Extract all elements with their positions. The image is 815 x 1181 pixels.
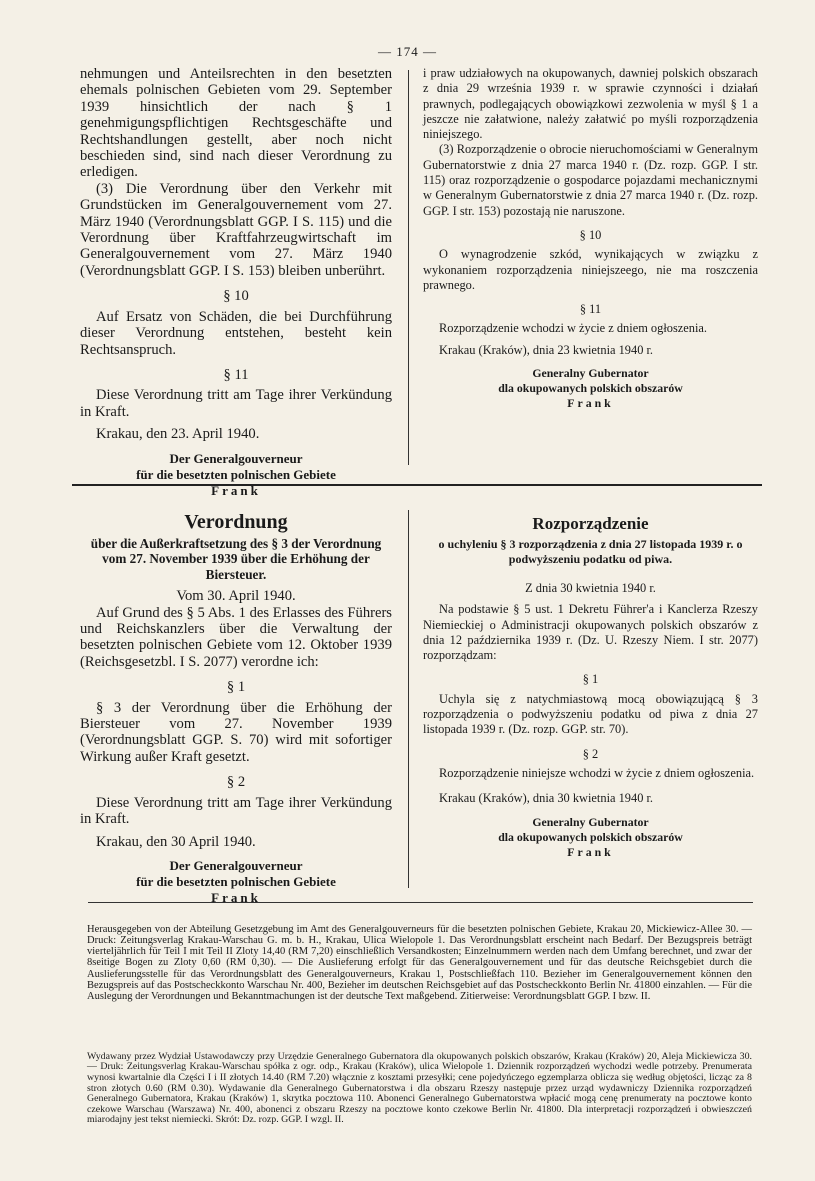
pl-decree-signature-region: dla okupowanych polskich obszarów [498,829,683,844]
de-decree-signature-region: für die besetzten polnischen Gebiete [136,873,336,889]
de-decree-section-1-heading: § 1 [226,679,246,696]
section-divider-rule [72,484,762,486]
pl-decree-date-line: Z dnia 30 kwietnia 1940 r. [525,581,656,595]
de-section-11-heading: § 11 [223,366,249,383]
de-date: Krakau, den 23. April 1940. [96,426,260,443]
lower-column-divider [408,510,409,888]
pl-continuation: i praw udziałowych na okupowanych, dawniej polskich obszarach z dnia 29 września 1939 r. w sprawie czynności i działań prawnych, podlegających obowiązkowi zezwolenia w myśl § 1 a jeszcze nie załatwione, należy załatwić po myśli rozporządzenia niniejszego. [423,66,758,142]
pl-decree-signature-title: Generalny Gubernator [532,814,649,829]
de-decree-section-1-text: § 3 der Verordnung über die Erhöhung der Biersteuer vom 27. November 1939 (Verordnungsblatt GGP. S. 70) wird mit sofortiger Wirkung außer Kraft gesetzt. [80,699,392,765]
pl-para3: (3) Rozporządzenie o obrocie nieruchomościami w Generalnym Gubernatorstwie z dnia 27 marca 1940 r. (Dz. rozp. GGP. I str. 115) oraz rozporządzenie o gospodarce pojazdami mechanicznymi w Generalnym Gubernatorstwie z dnia 27 marca 1940 r. (Dz. rozp. GGP. I str. 153) pozostają nie naruszone. [423,142,758,218]
pl-decree-section-1-text: Uchyla się z natychmiastową mocą obowiązującą § 3 rozporządzenia o podwyższeniu podatku od piwa z dnia 27 listopada 1939 r. (Dz. rozp. GGP. str. 70). [423,691,758,737]
upper-polish-column [423,66,758,411]
de-signature-name: Frank [211,482,261,498]
de-section-11-text: Diese Verordnung tritt am Tage ihrer Verkündung in Kraft. [80,387,392,420]
pl-signature-region: dla okupowanych polskich obszarów [498,381,683,396]
pl-section-11-heading: § 11 [579,302,602,317]
pl-decree-date: Krakau (Kraków), dnia 30 kwietnia 1940 r. [439,791,654,806]
pl-decree-intro: Na podstawie § 5 ust. 1 Dekretu Führer'a i Kanclerza Rzeszy Niemieckiej o Administracji okupowanych polskich obszarów z dnia 12 października 1939 r. (Dz. U. Rzeszy Niem. I str. 2077) rozporządzam: [423,602,758,663]
de-continuation: nehmungen und Anteilsrechten in den besetzten ehemals polnischen Gebieten vom 29. September 1939 hinsichtlich der nach § 1 genehmigungspflichtigen Rechtsgeschäfte und Rechtshandlungen gestellt, aber noch nicht beschieden sind, sind nach dieser Verordnung zu erledigen. [80,66,392,181]
de-decree-date-line: Vom 30. April 1940. [176,588,296,605]
pl-decree-section-1-heading: § 1 [582,672,599,687]
pl-signature-name: Frank [567,396,614,411]
de-decree-signature [80,858,392,906]
de-decree-section-2-text: Diese Verordnung tritt am Tage ihrer Verkündung in Kraft. [80,794,392,828]
de-section-10-text: Auf Ersatz von Schäden, die bei Durchführung dieser Verordnung entstehen, besteht kein Rechtsanspruch. [80,308,392,358]
upper-column-divider [408,70,409,465]
footer-german-imprint: Herausgegeben von der Abteilung Gesetzgebung im Amt des Generalgouverneurs für die besetzten polnischen Gebiete, Krakau 20, Mickiewicz-Allee 30. — Druck: Zeitungsverlag Krakau-Warschau G. m. b. H., Krakau, Ulica Wielopole 1. Das Verordnungsblatt erscheint nach Bedarf. Der Bezugspreis beträgt vierteljährlich für Teil I mit Teil II Zloty 14,40 (RM 7,20) einschließlich Versandkosten; Einzelnummern werden nach dem Umfang berechnet, und zwar der 8seitige Bogen zu Zloty 0,60 (RM 0,30). — Die Auslieferung erfolgt für das Generalgouvernement und für das deutsche Reichsgebiet durch die Auslieferungsstelle für das Verordnungsblatt des Generalgouverneurs, Krakau 1, Postschließfach 110. Bezieher im Generalgouvernement können den Bezugspreis auf das Postscheckkonto Warschau Nr. 400, Bezieher im deutschen Reichsgebiet auf das Postscheckkonto Berlin Nr. 41800 einzahlen. — Für die Auslegung der Verordnungen und Bekanntmachungen ist der deutsche Text maßgebend. Zitierweise: Verordnungsblatt GGP. I bzw. II. [87,923,752,1003]
de-signature-region: für die besetzten polnischen Gebiete [136,466,336,482]
pl-section-10-heading: § 10 [579,227,602,242]
pl-decree-signature [423,815,758,860]
page-number: — 174 — [378,44,437,59]
pl-section-11-text: Rozporządzenie wchodzi w życie z dniem ogłoszenia. [439,321,708,336]
de-signature-title: Der Generalgouverneur [169,450,303,466]
de-section-10-heading: § 10 [223,288,249,305]
upper-german-column [80,66,392,499]
de-decree-date: Krakau, den 30 April 1940. [96,833,256,850]
de-decree-signature-name: Frank [211,889,261,905]
de-signature [80,451,392,499]
de-decree-section-2-heading: § 2 [226,774,246,791]
pl-decree-section-2-heading: § 2 [582,746,599,761]
pl-signature [423,366,758,411]
lower-polish-column [423,513,758,860]
pl-decree-signature-name: Frank [567,844,614,859]
pl-signature-title: Generalny Gubernator [532,366,649,381]
pl-decree-section-2-text: Rozporządzenie niniejsze wchodzi w życie z dniem ogłoszenia. [439,765,755,780]
de-decree-signature-title: Der Generalgouverneur [169,857,303,873]
pl-decree-subtitle: o uchyleniu § 3 rozporządzenia z dnia 27 listopada 1939 r. o podwyższeniu podatku od piwa. [438,537,743,566]
de-decree-subtitle: über die Außerkraftsetzung des § 3 der Verordnung vom 27. November 1939 über die Erhöhung der Biersteuer. [90,536,382,582]
pl-decree-title: Rozporządzenie [532,514,649,533]
lower-german-column [80,510,392,906]
footer-polish-imprint: Wydawany przez Wydział Ustawodawczy przy Urzędzie Generalnego Gubernatora dla okupowanych polskich obszarów, Krakau (Kraków) 20, Aleja Mickiewicza 30. — Druk: Zeitungsverlag Krakau-Warschau spółka z ogr. odp., Krakau (Kraków), ulica Wielopole 1. Dziennik rozporządzeń wychodzi wedle potrzeby. Prenumerata wynosi kwartalnie dla Części I i II złotych 14.40 (RM 7.20) włącznie z kosztami przesyłki; cene pojedyńczego egzemplarza oblicza się według objętości, licząc za 8 stron złotych 0.60 (RM 0.30). Wydawanie dla Generalnego Gubernatorstwa i dla obszaru Rzeszy następuje przez urząd wydawniczy Dziennika rozporządzeń Generalnego Gubernatora, Krakau (Kraków) 1, skrytka pocztowa 110. Abonenci Generalnego Gubernatorstwa wpłacić mogą cenę prenumeraty na pocztowe konto czekowe Warschau (Warszawa) Nr. 400, abonenci z obszaru Rzeszy na pocztowe konto czekowe Berlin Nr. 41800. Dla interpretacji rozporządzeń i obwieszczeń miarodajny jest tekst niemiecki. Skrót: Dz. rozp. GGP. I wzgl. II. [87,1050,752,1126]
pl-date: Krakau (Kraków), dnia 23 kwietnia 1940 r. [439,342,654,357]
de-para3: (3) Die Verordnung über den Verkehr mit Grundstücken im Generalgouvernement vom 27. März 1940 (Verordnungsblatt GGP. I S. 115) und die Verordnung über Kraftfahrzeugwirtschaft im Generalgouvernement vom 27. März 1940 (Verordnungsblatt GGP. I S. 153) bleiben unberührt. [80,180,392,279]
pl-section-10-text: O wynagrodzenie szkód, wynikających w związku z wykonaniem rozporządzenia niniejszeego, nie ma roszczenia prawnego. [423,247,758,292]
de-decree-title: Verordnung [184,511,288,533]
de-decree-intro: Auf Grund des § 5 Abs. 1 des Erlasses des Führers und Reichskanzlers über die Verwaltung der besetzten polnischen Gebiete vom 12. Oktober 1939 (Reichsgesetzbl. I S. 2077) verordne ich: [80,604,392,670]
footer-rule [88,902,753,903]
